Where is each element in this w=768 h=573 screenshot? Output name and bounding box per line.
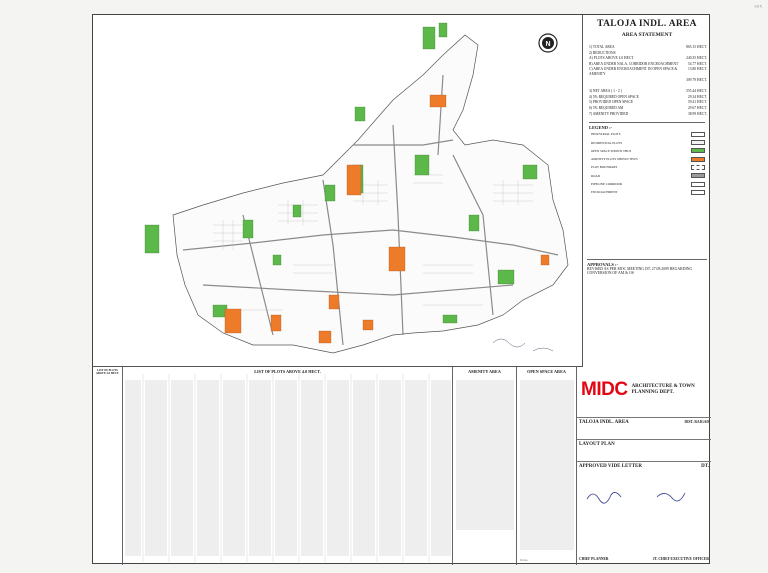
legend-label: OPEN SPACE SHOWN THUS <box>591 148 632 153</box>
legend-swatch <box>691 173 705 178</box>
area-name: TALOJA INDL. AREA <box>579 420 629 425</box>
signature-area <box>577 481 711 511</box>
left-plot-list: LIST OF PLOTS ABOVE 4.0 HECT. <box>93 367 123 565</box>
legend-swatch <box>691 148 705 153</box>
legend-swatch <box>691 157 705 162</box>
legend-row <box>589 188 705 196</box>
area-statement-value: 38.99 HECT. <box>688 111 707 116</box>
drawing-sheet <box>92 14 710 564</box>
industrial-area-outline <box>173 35 568 353</box>
legend-row <box>589 163 705 171</box>
area-statement-value: 29.34 HECT. <box>688 94 707 99</box>
approvals-block <box>587 259 707 275</box>
area-statement-value: 555.44 HECT. <box>686 89 707 94</box>
map-stamps <box>493 339 553 351</box>
area-statement-row <box>583 77 711 83</box>
area-statement-label: 3) NET AREA ( 1 - 2 ) <box>589 89 622 94</box>
legend-swatch <box>691 190 705 195</box>
jt-ceo-label: JT. CHIEF EXECUTIVE OFFICER <box>652 557 709 561</box>
map-canvas <box>93 15 583 367</box>
area-statement-value: 13.80 HECT. <box>688 67 707 72</box>
legend-row <box>589 147 705 155</box>
plots-above-table <box>123 367 453 565</box>
legend-title: LEGEND :- <box>589 125 613 131</box>
area-statement-value: 865.15 HECT. <box>686 45 707 49</box>
legend-label: ENCROACHMENT <box>591 190 618 195</box>
signature-left <box>587 492 621 503</box>
area-statement-label: 4) 5% REQUIRED OPEN SPACE <box>589 94 639 99</box>
legend-row <box>589 138 705 146</box>
legend-label: INDUSTRIAL PLOTS <box>591 132 621 137</box>
area-statement-label: 7) AMENITY PROVIDED <box>589 111 629 116</box>
legend <box>589 122 705 196</box>
signature-right <box>657 493 685 501</box>
plan-name: LAYOUT PLAN <box>577 439 711 449</box>
area-statement-value <box>681 51 707 56</box>
area-statement-value: 59.41 HECT. <box>688 100 707 105</box>
area-statement-label: C) AREA UNDER ENCROACHMENT IN OPEN SPACE & AMENITY <box>589 67 678 76</box>
plots-table-grid <box>123 374 453 562</box>
page-note: ००९ <box>754 4 762 10</box>
bottom-tables <box>93 367 711 565</box>
area-statement-label: 5) PROVIDED OPEN SPACE <box>589 100 634 105</box>
amenity-title: AMENITY AREA <box>468 369 501 374</box>
legend-swatch <box>691 182 705 187</box>
table-text-texture <box>125 380 451 556</box>
area-statement-row <box>583 111 711 117</box>
layout-map[interactable] <box>93 15 583 367</box>
department-name: ARCHITECTURE & TOWN PLANNING DEPT. <box>631 384 695 395</box>
legend-row <box>589 155 705 163</box>
area-title: TALOJA INDL. AREA <box>597 19 697 29</box>
plots-above-title: LIST OF PLOTS ABOVE 4.0 HECT. <box>254 369 321 374</box>
title-block <box>577 367 711 565</box>
area-statement-label: 6) 5% REQUIRED AM <box>589 105 624 110</box>
area-statement-heading: AREA STATEMENT <box>621 32 673 38</box>
open-space-grid <box>517 374 577 554</box>
legend-row <box>589 130 705 138</box>
area-statement-row <box>583 61 711 67</box>
legend-label: ROAD <box>591 173 601 178</box>
legend-swatch <box>691 132 705 137</box>
legend-label: RESIDENTIAL PLOTS <box>591 140 623 145</box>
area-statement-label: 1) TOTAL AREA <box>589 45 615 49</box>
legend-label: PIPELINE CORRIDOR <box>591 182 623 187</box>
legend-label: PLOT BOUNDARY <box>591 165 618 170</box>
legend-swatch <box>691 140 705 145</box>
legend-swatch <box>691 165 705 170</box>
area-statement-value: 309.79 HECT. <box>686 77 707 82</box>
area-statement-row <box>583 66 711 76</box>
area-statement-value: 54.77 HECT. <box>688 61 707 66</box>
north-label: N <box>545 41 551 48</box>
amenity-grid <box>453 374 517 554</box>
approval-line: APPROVED VIDE LETTER <box>579 464 642 469</box>
open-space-title: OPEN SPACE AREA <box>527 369 566 374</box>
legend-label: AMENITY PLOTS SHOWN THUS <box>591 157 638 162</box>
area-statement-table <box>583 44 711 116</box>
area-statement-value: 29.67 HECT. <box>688 105 707 110</box>
sidebar-panel <box>583 15 711 367</box>
approvals-title: APPROVALS :- <box>587 262 619 267</box>
area-statement-label: B) AREA UNDER NALA, CORRIDOR ENCROACHMENT <box>589 61 679 66</box>
midc-logo: MIDC <box>581 379 628 400</box>
legend-row <box>589 172 705 180</box>
area-statement-label: A) PLOTS ABOVE 4.0 HECT. <box>589 56 635 61</box>
approval-date-label: DT. <box>701 464 709 469</box>
district: DIST. RAIGAD <box>684 420 709 424</box>
open-space-total: TOTAL <box>520 559 528 562</box>
open-space-table <box>517 367 577 565</box>
chief-planner-label: CHIEF PLANNER <box>579 557 609 561</box>
area-statement-value: 240.35 HECT. <box>686 56 707 61</box>
legend-row <box>589 180 705 188</box>
area-statement-label: 2) REDUCTIONS <box>589 50 616 55</box>
amenity-table <box>453 367 517 565</box>
approvals-text: REVISED AS PER MOC MEETING DT. 27.08.2009 REGARDING CONVERSION OF AM & OS <box>587 267 693 275</box>
